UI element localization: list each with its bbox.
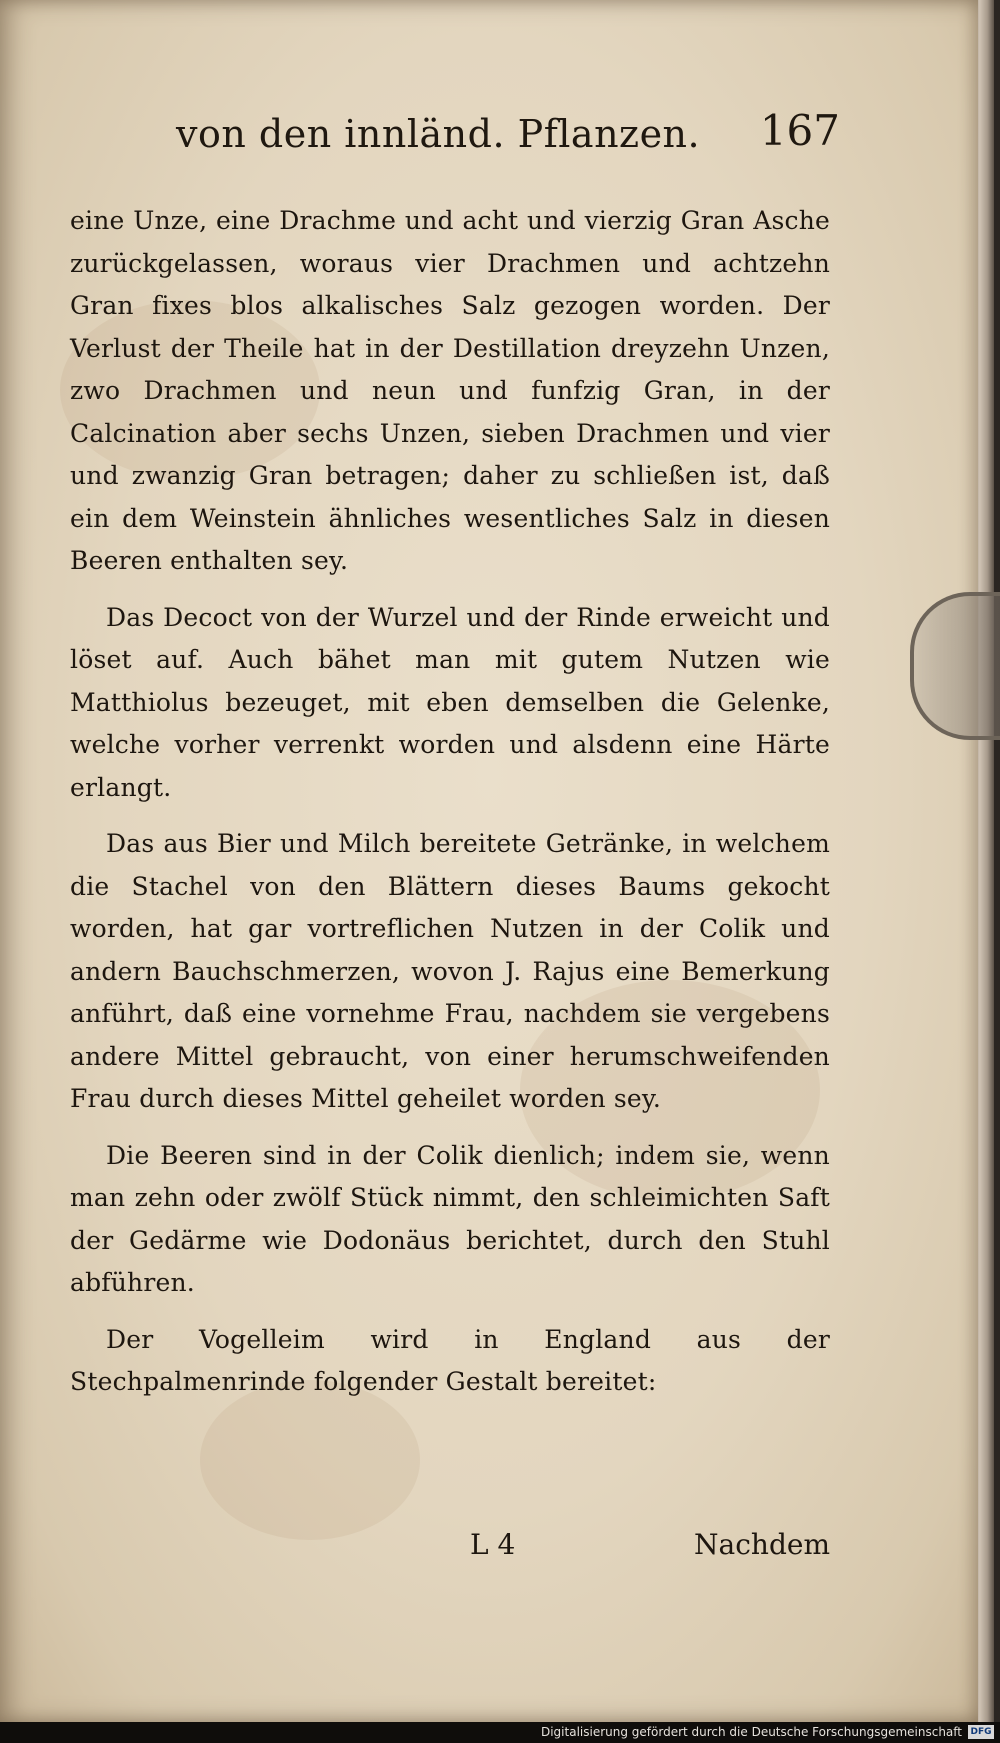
paragraph-4: Die Beeren sind in der Colik dienlich; indem sie, wenn man zehn oder zwölf Stück nimmt, den schleimichten Saft der Gedärme wie Dodonäus berichtet, durch den Stuhl abführen. (70, 1140, 830, 1297)
catchword: Nachdem (694, 1528, 830, 1561)
paragraph-3: Das aus Bier und Milch bereitete Getränke, in welchem die Stachel von den Blättern dieses Baums gekocht worden, hat gar vortreflichen Nutzen in der Colik und andern Bauchschmerzen, wovon J. Rajus eine Bemerkung anführt, daß eine vornehme Frau, nachdem sie vergebens andere Mittel gebraucht, von einer herumschweifenden Frau durch dieses Mittel geheilet worden sey. (70, 829, 830, 1113)
paper-stain (200, 1380, 420, 1540)
page-clip (910, 592, 1000, 740)
page-number: 167 (759, 106, 840, 155)
signature-mark: L 4 (470, 1528, 516, 1561)
body-text (70, 200, 830, 1404)
running-title: von den innländ. Pflanzen. (176, 112, 701, 156)
credit-text: Digitalisierung gefördert durch die Deutsche Forschungsgemeinschaft (540, 1725, 962, 1739)
page-foot (70, 1528, 830, 1578)
running-head (150, 106, 840, 174)
dfg-logo: DFG (968, 1725, 994, 1739)
paragraph-1: eine Unze, eine Drachme und acht und vierzig Gran Asche zurückgelassen, woraus vier Drachmen und achtzehn Gran fixes blos alkalisches Salz gezogen worden. Der Verlust der Theile hat in der Destillation dreyzehn Unzen, zwo Drachmen und neun und funfzig Gran, in der Calcination aber sechs Unzen, sieben Drachmen und vier und zwanzig Gran betragen; daher zu schließen ist, daß ein dem Weinstein ähnliches wesentliches Salz in diesen Beeren enthalten sey. (70, 206, 830, 575)
digitization-credit-bar (0, 1722, 1000, 1743)
paragraph-5: Der Vogelleim wird in England aus der Stechpalmenrinde folgender Gestalt bereitet: (70, 1324, 830, 1396)
paragraph-2: Das Decoct von der Wurzel und der Rinde erweicht und löset auf. Auch bähet man mit gutem Nutzen wie Matthiolus bezeuget, mit eben demselben die Gelenke, welche vorher verrenkt worden und alsdenn eine Härte erlangt. (70, 602, 830, 802)
